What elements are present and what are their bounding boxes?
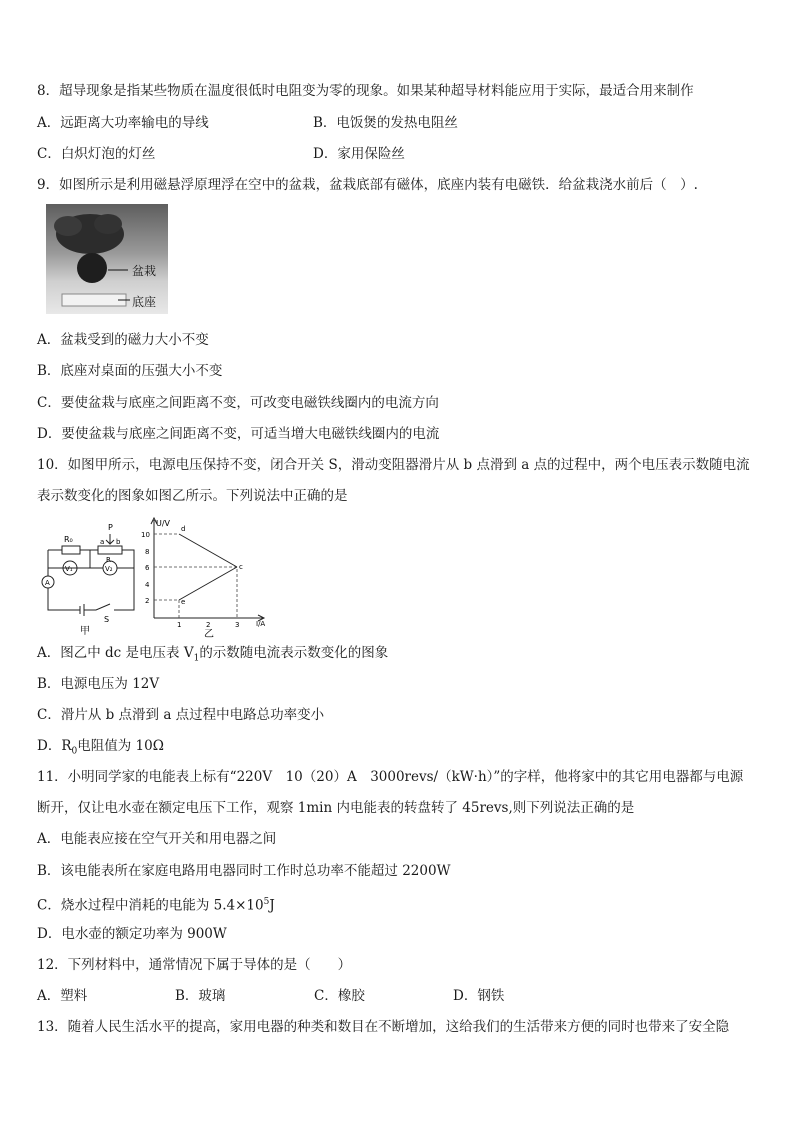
r-label: R (106, 556, 111, 564)
label-base: 底座 (132, 295, 157, 309)
rheostat-r (98, 546, 122, 554)
q9-option-b: B．底座对桌面的压强大小不变 (37, 363, 223, 379)
q11-stem-line2: 断开，仅让电水壶在额定电压下工作，观察 1min 内电能表的转盘转了 45revs,则下列说法正确的是 (37, 800, 635, 816)
battery (80, 604, 84, 616)
plant-foliage-right (94, 214, 122, 234)
q10-option-a (37, 644, 388, 668)
ammeter-label: A (45, 579, 50, 587)
b-label: b (116, 538, 121, 546)
q11-option-c-suffix: J (269, 897, 275, 914)
q11-option-c (37, 893, 275, 915)
plant-foliage-left (54, 216, 82, 236)
circuit-diagram (40, 520, 140, 638)
switch-s (84, 604, 110, 610)
y-tick-6: 6 (145, 564, 150, 572)
dash-e (154, 600, 179, 618)
q10-option-d-prefix: D．R (37, 738, 72, 754)
u-i-graph (136, 516, 271, 640)
q12-option-d: D．钢铁 (453, 988, 505, 1004)
q9-stem: 9．如图所示是利用磁悬浮原理浮在空中的盆栽，盆栽底部有磁体，底座内装有电磁铁．给盆栽浇水前后（ ）. (37, 177, 698, 193)
x-tick-3: 3 (235, 621, 240, 629)
s-label: S (104, 615, 110, 624)
q9-option-a: A．盆栽受到的磁力大小不变 (37, 332, 209, 348)
floating-pot (77, 253, 107, 283)
q10-option-b: B．电源电压为 12V (37, 676, 160, 692)
q12-stem: 12．下列材料中，通常情况下属于导体的是（ ） (37, 957, 352, 973)
y-tick-8: 8 (145, 548, 150, 556)
q11-option-a: A．电能表应接在空气开关和用电器之间 (37, 831, 277, 847)
q11-option-c-sup: 5 (263, 897, 270, 907)
r0-label: R₀ (64, 535, 73, 544)
q8-stem: 8．超导现象是指某些物质在温度很低时电阻变为零的现象。如果某种超导材料能应用于实际，最适合用来制作 (37, 83, 694, 99)
q10-option-d-sub: 0 (71, 746, 78, 757)
q8-option-a: A．远距离大功率输电的导线 (37, 115, 209, 131)
q12-option-c: C．橡胶 (314, 988, 365, 1004)
q8-option-c: C．白炽灯泡的灯丝 (37, 146, 156, 162)
label-pot: 盆栽 (132, 264, 157, 278)
circuit-wire-right (114, 550, 134, 610)
q12-option-b: B．玻璃 (175, 988, 226, 1004)
x-tick-1: 1 (177, 621, 182, 629)
y-tick-4: 4 (145, 581, 150, 589)
q10-option-a-sub: 1 (193, 653, 200, 664)
point-c: c (239, 563, 243, 571)
q11-option-b: B．该电能表所在家庭电路用电器同时工作时总功率不能超过 2200W (37, 863, 451, 879)
q10-option-d-suffix: 电阻值为 10Ω (77, 738, 164, 754)
point-d: d (181, 525, 186, 533)
graph-caption: 乙 (204, 629, 214, 640)
q10-option-d (37, 737, 164, 761)
point-e: e (181, 598, 186, 606)
q11-option-d: D．电水壶的额定功率为 900W (37, 926, 227, 942)
q9-option-c: C．要使盆栽与底座之间距离不变，可改变电磁铁线圈内的电流方向 (37, 395, 439, 411)
y-tick-10: 10 (141, 531, 150, 539)
x-tick-2: 2 (206, 621, 211, 629)
v2-label: V₂ (105, 565, 113, 573)
q12-option-a: A．塑料 (37, 988, 88, 1004)
y-axis-label: U/V (156, 519, 171, 528)
resistor-r0 (62, 546, 80, 554)
line-dc (179, 534, 237, 567)
circuit-caption: 甲 (80, 626, 90, 637)
q13-stem: 13．随着人民生活水平的提高，家用电器的种类和数目在不断增加，这给我们的生活带来方便的同时也带来了安全隐 (37, 1019, 730, 1035)
q11-stem-line1: 11．小明同学家的电能表上标有“220V 10（20）A 3000revs/（kW·h）”的字样，他将家中的其它用电器都与电源 (37, 769, 744, 785)
maglev-bonsai-photo (46, 204, 168, 314)
q10-option-c: C．滑片从 b 点滑到 a 点过程中电路总功率变小 (37, 707, 325, 723)
x-axis-label: I/A (256, 620, 266, 628)
q10-option-a-prefix: A．图乙中 dc 是电压表 V (37, 645, 194, 661)
q10-stem-line1: 10．如图甲所示，电源电压保持不变，闭合开关 S，滑动变阻器滑片从 b 点滑到 a 点的过程中，两个电压表示数随电流 (37, 457, 750, 473)
line-ec (179, 567, 237, 600)
q8-option-b: B．电饭煲的发热电阻丝 (313, 115, 458, 131)
a-label: a (100, 538, 105, 546)
q9-option-d: D．要使盆栽与底座之间距离不变，可适当增大电磁铁线圈内的电流 (37, 426, 440, 442)
magnetic-base (62, 294, 126, 306)
q8-option-d: D．家用保险丝 (313, 146, 405, 162)
v1-label: V₁ (65, 565, 73, 573)
p-label: P (108, 523, 113, 532)
q11-option-c-prefix: C．烧水过程中消耗的电能为 5.4×10 (37, 897, 264, 914)
q10-option-a-suffix: 的示数随电流表示数变化的图象 (199, 645, 389, 661)
q10-stem-line2: 表示数变化的图象如图乙所示。下列说法中正确的是 (37, 488, 348, 504)
y-tick-2: 2 (145, 597, 150, 605)
